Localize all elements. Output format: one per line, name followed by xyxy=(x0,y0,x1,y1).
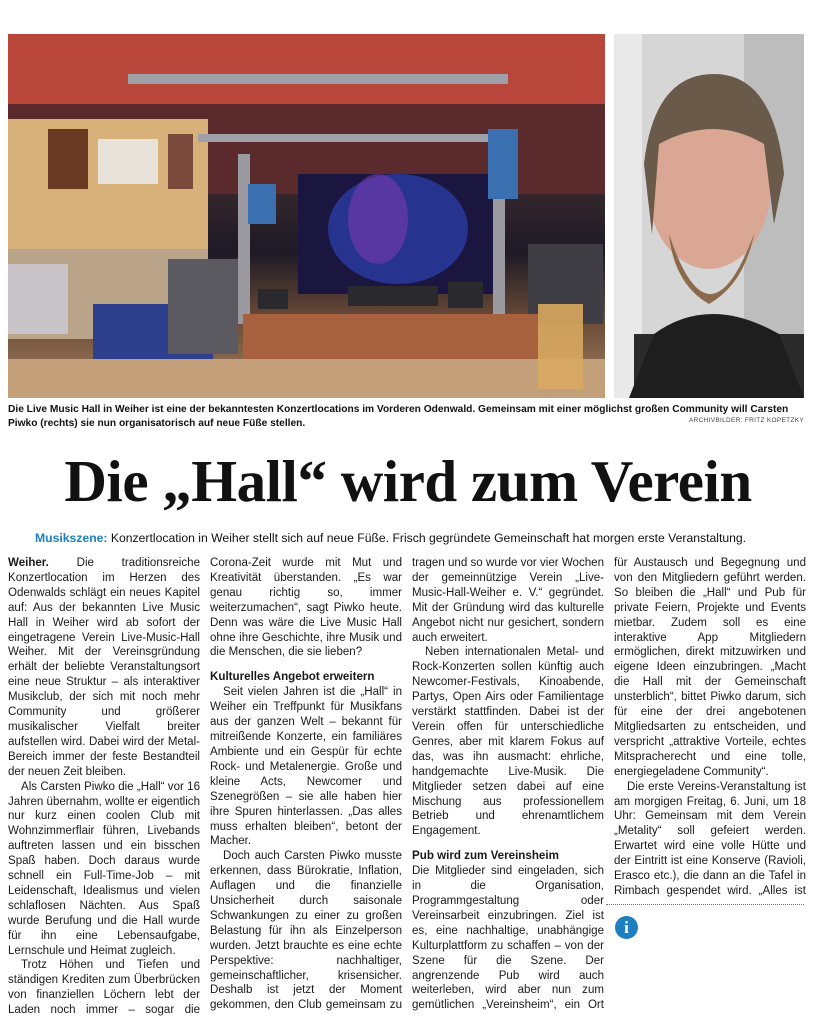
paragraph: tragen und so wurde vor vier Wochen der gemeinnützige Verein „Live-Music-Hall-Weiher e. V.“ gegründet. Mit der Gründung wird das kulturelle Angebot nicht nur gesichert, sondern auch erweitert. xyxy=(412,557,604,644)
venue-photo-illustration xyxy=(8,34,605,398)
info-icon: i xyxy=(615,916,638,939)
paragraph: Die Mitglieder sind eingeladen, sich in die Organisation, Programmgestaltung oder Vereinsarbeit einzubringen. Ziel ist es, eine nachhaltige, unabhängige Kulturplattform zu schaffen – von der Szene für die Szene. Der angrenzende Pub wird auch weiterleben, wird aber nun zum gemütlichen „Vereinsheim“, ein Ort xyxy=(412,865,604,1012)
dateline: Weiher. xyxy=(8,557,77,569)
info-divider xyxy=(606,904,804,906)
portrait-photo xyxy=(614,34,804,398)
article-column-4 xyxy=(614,556,806,899)
article-column-3 xyxy=(412,556,604,1013)
paragraph: Neben internationalen Metal- und Rock-Konzerten sollen künftig auch Newcomer-Festivals, Kinoabende, Partys, Open Airs oder Familientage verstärkt stattfinden. Dabei ist der Verein offen für unterschiedliche Genres, aber mit klarem Fokus auf das, was ihn ausmacht: ehrliche, handgemachte Live-Musik. Die Mitglieder setzen dabei auf eine Mischung aus professionellem Betrieb und ehrenamtlichem Engagement. xyxy=(412,646,604,838)
portrait-illustration xyxy=(614,34,804,398)
subheading: Kulturelles Angebot erweitern xyxy=(210,670,375,684)
paragraph: Die erste Vereins-Veranstaltung ist am morgigen Freitag, 6. Juni, um 18 Uhr: Gemeinsam mit dem Verein „Metality“ soll gefeiert werden. Erwartet wird eine volle Hütte und der Eintritt ist eine Konserve (Ravioli, Erasco etc.), die dann an die Tafel in Rimbach gespendet wird. „Alles ist xyxy=(614,780,806,897)
headline: Die „Hall“ wird zum Verein xyxy=(64,448,752,514)
photo-credit: ARCHIVBILDER: FRITZ KOPETZKY xyxy=(689,417,804,424)
article-column-2 xyxy=(210,556,402,1013)
paragraph: Weiher. Die traditionsreiche Konzertlocation im Herzen des Odenwalds schlägt ein neues Kapitel auf: Aus der bekannten Live Music Hall in Weiher wird ab sofort der eingetragene Verein Live-Music-Hall Weiher. Mit der Vereinsgründung erhält der beliebte Veranstaltungsort eine neue Struktur – als interaktiver Musikclub, der sich mit noch mehr Community und größerer musikalischer Vielfalt breiter aufstellen wird. Dabei wird der Metal-Bereich immer der feste Bestandteil der neuen Zeit bleiben. xyxy=(8,557,200,778)
paragraph: Trotz Höhen und Tiefen und ständigen Krediten zum Überbrücken von finanziellen Löchern lebt der Laden noch immer – sogar die xyxy=(8,959,200,1017)
article-column-1 xyxy=(8,556,200,1018)
venue-photo xyxy=(8,34,605,398)
photo-caption: Die Live Music Hall in Weiher ist eine der bekanntesten Konzertlocations im Vorderen Odenwald. Gemeinsam mit einer möglichst großen Community will Carsten Piwko (rechts) sie nun organisatorisch auf neue Füße stellen. xyxy=(8,404,789,429)
paragraph: Seit vielen Jahren ist die „Hall“ in Weiher ein Treffpunkt für Musikfans aus der ganzen Welt – bekannt für mitreißende Konzerte, ein familiäres Ambiente und ein Gespür für echte Rock- und Metalenergie. Große und kleine Acts, Newcomer und Szenegrößen – sie alle haben hier ihre Spuren hinterlassen. „Das alles muss erhalten bleiben“, betont der Macher. xyxy=(210,686,402,848)
paragraph: Als Carsten Piwko die „Hall“ vor 16 Jahren übernahm, wollte er eigentlich nur kurz einen coolen Club mit Wohnzimmerflair führen, Livebands auftreten lassen und ein bisschen Spaß haben. Doch daraus wurde schnell ein Full-Time-Job – mit Leidenschaft, Idealismus und vielen schlaflosen Nächten. Aus Spaß wurde Berufung und die Hall wurde für ihn eine Lebensaufgabe, Lernschule und Heimat zugleich. xyxy=(8,780,200,957)
subline xyxy=(35,530,805,546)
kicker: Musikszene: xyxy=(35,531,108,545)
subheading: Pub wird zum Vereinsheim xyxy=(412,849,559,863)
article-body xyxy=(8,556,804,1026)
paragraph: Doch auch Carsten Piwko musste erkennen, dass Bürokratie, Inflation, Auflagen und die finanzielle Unsicherheit durch saisonale Schwankungen zu einer zu großen Belastung für ihn als Einzelperson wurden. Jetzt brauchte es eine echte Perspektive: nachhaltiger, gemeinschaftlicher, krisensicher. Deshalb ist jetzt der Moment gekommen, den Club gemeinsam zu xyxy=(210,850,402,1012)
paragraph: für Austausch und Begegnung und von den Mitgliedern geführt werden. So bleiben die „Hall“ und Pub für private Feiern, Projekte und Events mietbar. Zudem soll es eine interaktive App Mitgliedern ermöglichen, direkt mitzuwirken und eigene Ideen einzubringen. „Macht die Hall mit der Gemeinschaft unsterblich“, bittet Piwko darum, sich für eine der drei angebotenen Mitgliedsarten zu entscheiden, und verspricht „attraktive Vorteile, echtes Mitspracherecht und eine tolle, energiegeladene Community“. xyxy=(614,557,806,778)
subline-text: Konzertlocation in Weiher stellt sich auf neue Füße. Frisch gegründete Gemeinschaft hat morgen erste Veranstaltung. xyxy=(110,531,747,545)
paragraph: Corona-Zeit wurde mit Mut und Kreativität überstanden. „Es war genau richtig so, immer weiterzumachen“, sagt Piwko heute. Denn was wäre die Live Music Hall ohne ihre Geschichte, ihre Musik und die Menschen, die sie lieben? xyxy=(210,557,402,659)
